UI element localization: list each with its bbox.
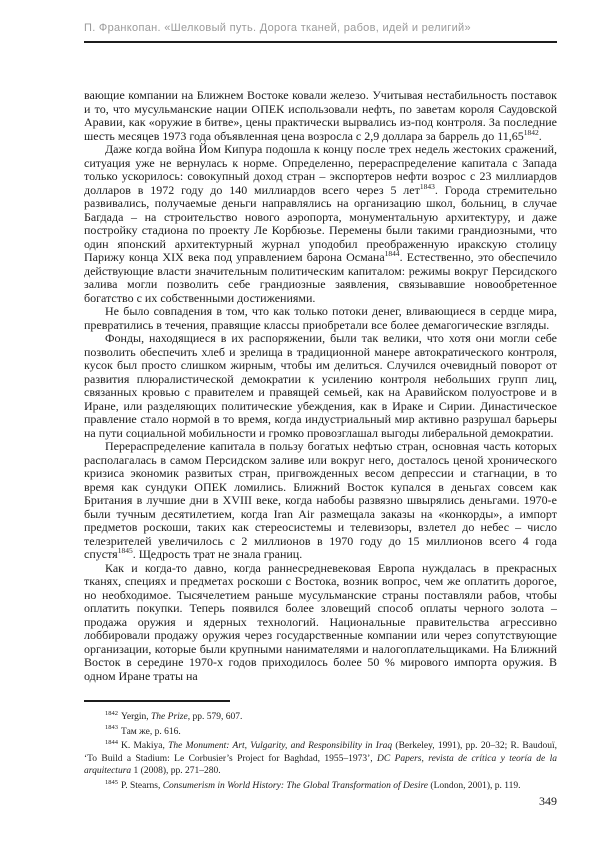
paragraph: вающие компании на Ближнем Востоке ковали железо. Учитывая нестабильность поставок и то, что мусульманские нации ОПЕК использовали нефть, по заветам короля Саудовской Аравии, как «оружие в битве», цены практически вырвались из-под контроля. За последние шесть месяцев 1973 года объявленная цена возросла с 2,9 доллара за баррель до $11,65^{1842}$. <box>84 89 557 143</box>
footnote: $^{1844}$ K. Makiya, The Monument: Art, Vulgarity, and Responsibility in Iraq (Berkeley, 1991), pp. 20–32; R. Baudouï, ‘To Build a Stadium: Le Corbusier’s Project for Baghdad, 1955–1973’, DC Papers, revista de crítica y teoría de la arquitectura 1 (2008), pp. 271–280. <box>84 739 557 777</box>
footnote-separator <box>84 700 230 702</box>
footnote-number: 1844 <box>105 739 118 747</box>
footnote-number: 1845 <box>105 778 118 786</box>
paragraph: Не было совпадения в том, что как только потоки денег, вливающиеся в сердце мира, превратились в течения, правящие классы приобретали все более демагогические взгляды. <box>84 304 557 332</box>
body-text <box>84 89 557 695</box>
footnote: $^{1843}$ Там же, p. 616. <box>105 724 181 737</box>
paragraph: Фонды, находящиеся в их распоряжении, были так велики, что хотя они могли себе позволить обеспечить хлеб и зрелища в традиционной манере автократического контроля, кусок был просто слишком жирным, чтобы им делиться. Случился очевидный поворот от развития плюралистической демократии к усилению контроля небольших групп лиц, связанных кровью с правителем и правящей семьей, как на Аравийском полуострове и в Иране, или разделяющих политические убеждения, как в Ираке и Сирии. Династическое правление стало нормой в то время, когда индустриальный мир активно разрушал барьеры на пути социальной мобильности и громко провозглашал выгоды либеральной демократии. <box>84 331 557 440</box>
paragraph: Как и когда-то давно, когда раннесредневековая Европа нуждалась в прекрасных тканях, специях и предметах роскоши с Востока, возник вопрос, чем же оплатить дорогое, но необходимое. Тысячелетием раньше мусульманские страны поставляли рабов, чтобы оплатить покупки. Теперь появился более зловещий способ оплаты черного золота – продажа оружия и ядерных технологий. Национальные правительства агрессивно лоббировали продажу оружия через государственные компании или через сопутствующие организации, которые были крупными нанимателями и налогоплательщиками. На Ближний Восток в середине 1970-х годов приходилось более 50 % мирового импорта оружия. В одном Иране траты на <box>84 560 557 683</box>
footnote-number: 1843 <box>105 724 118 732</box>
page-number: 349 <box>539 794 557 808</box>
footnote: $^{1842}$ Yergin, The Prize, pp. 579, 607. <box>105 709 243 722</box>
footnote-ref: 1845 <box>117 546 133 555</box>
paragraph: Перераспределение капитала в пользу богатых нефтью стран, основная часть которых располагалась в самом Персидском заливе или вокруг него, досталось ценой хронического кризиса экономик развитых стран, пригвожденных весом депрессии и стагнации, в то время как сундуки ОПЕК ломились. Ближний Восток купался в деньгах совсем как Британия в лучшие дни в XVIII веке, когда набобы развязно швырялись деньгами. 1970-е были тучным десятилетием, когда Iran Air размещала заказы на «конкорды», а импорт предметов роскоши, таких как стереосистемы и телевизоры, взлетел до небес – число телезрителей увеличилось с 2 миллионов в 1970 году до 15 миллионов всего 4 года спустя$^{1845}$. Щедрость трат не знала границ. <box>84 439 557 561</box>
footnote-ref: 1842 <box>523 127 539 137</box>
footnote: $^{1845}$ P. Stearns, Consumerism in World History: The Global Transformation of Desire (London, 2001), p. 119. <box>105 778 521 791</box>
footnote-ref: 1843 <box>419 181 435 191</box>
footnotes-list <box>84 711 557 793</box>
footnote-number: 1842 <box>105 709 118 717</box>
footnote-ref: 1844 <box>384 249 400 258</box>
paragraph: Даже когда война Йом Кипура подошла к концу после трех недель жестоких сражений, ситуация уже не вернулась к норме. Определенно, перераспределение капитала с Запада только ускорилось: совокупный доход стран – экспортеров нефти возрос с 23 миллиардов долларов в 1972 году до 140 миллиардов всего через 5 лет$^{1843}$. Города стремительно развивались, получаемые деньги направлялись на организацию школ, больниц, в случае Багдада – на строительство нового аэропорта, монументальную архитектуру, и даже постройку стадиона по проекту Ле Корбюзье. Перемены были такими грандиозными, что один японский архитектурный журнал уподобил преображенную иракскую столицу Парижу конца XIX века под управлением барона Османа$^{1844}$. Естественно, это обеспечило действующие власти значительным политическим капиталом: режимы вокруг Персидского залива могли позволить себе грандиозные заявления, связывавшие новообретенное богатство с их собственными достижениями. <box>84 142 557 305</box>
running-header: П. Франкопан. «Шелковый путь. Дорога тканей, рабов, идей и религий» <box>84 22 557 43</box>
footnote-area <box>84 700 557 795</box>
